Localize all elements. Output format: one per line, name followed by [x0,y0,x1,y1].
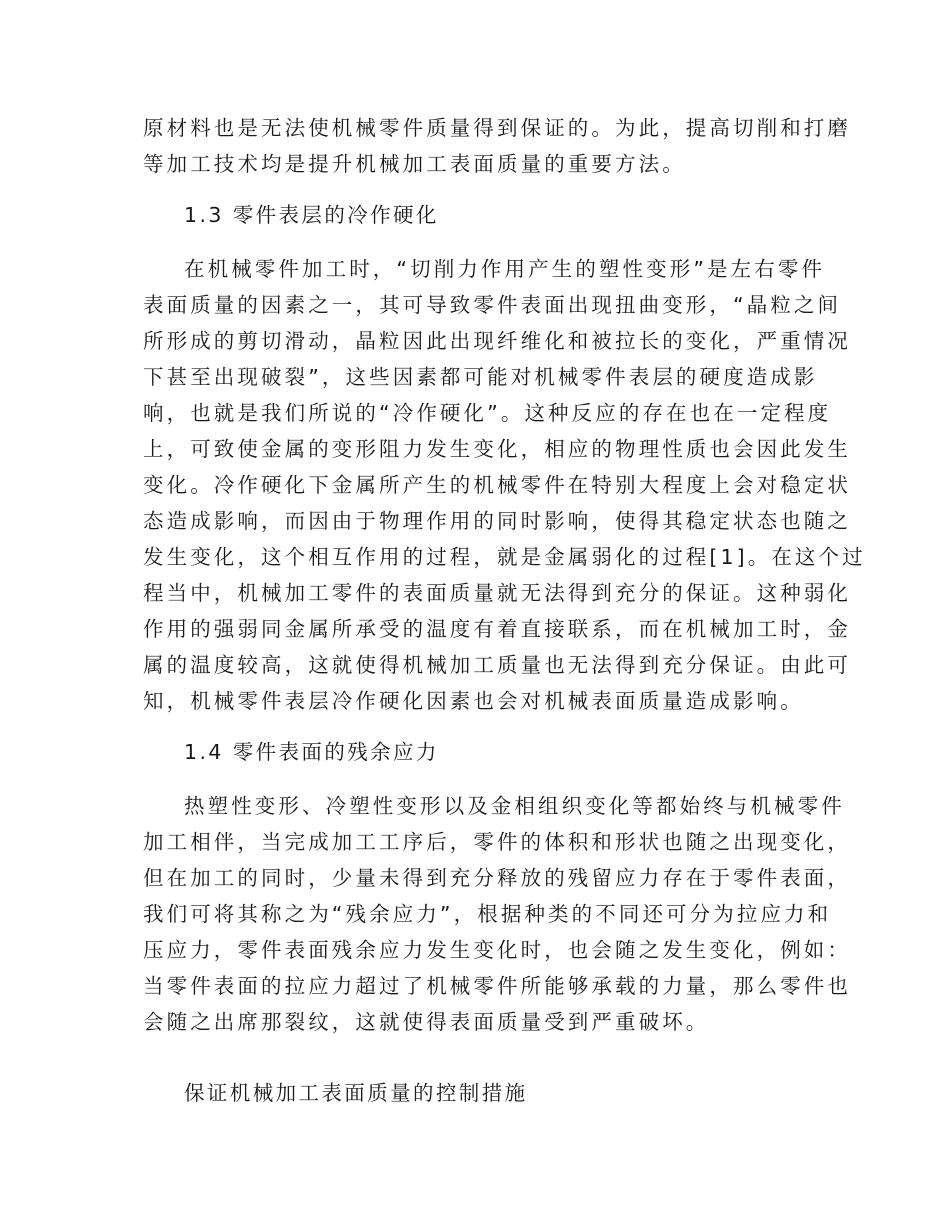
paragraph-line: 但在加工的同时，少量未得到充分释放的残留应力存在于零件表面， [143,866,851,890]
paragraph-line: 属的温度较高，这就使得机械加工质量也无法得到充分保证。由此可 [143,653,851,677]
paragraph-line: 上，可致使金属的变形阻力发生变化，相应的物理性质也会因此发生 [143,437,851,461]
paragraph-line: 知，机械零件表层冷作硬化因素也会对机械表面质量造成影响。 [143,689,804,713]
section-heading-next: 保证机械加工表面质量的控制措施 [184,1081,528,1105]
paragraph-line: 我们可将其称之为“残余应力”，根据种类的不同还可分为拉应力和 [143,902,832,926]
paragraph-line: 在机械零件加工时，“切削力作用产生的塑性变形”是左右零件 [184,257,826,281]
paragraph-line: 压应力，零件表面残余应力发生变化时，也会随之发生变化，例如： [143,938,851,962]
paragraph-line: 态造成影响，而因由于物理作用的同时影响，使得其稳定状态也随之 [143,509,851,533]
paragraph-line: 热塑性变形、冷塑性变形以及金相组织变化等都始终与机械零件 [184,794,845,818]
paragraph-line: 变化。冷作硬化下金属所产生的机械零件在特别大程度上会对稳定状 [143,473,851,497]
paragraph-line: 响，也就是我们所说的“冷作硬化”。这种反应的存在也在一定程度 [143,401,832,425]
paragraph-line: 加工相伴，当完成加工工序后，零件的体积和形状也随之出现变化， [143,830,851,854]
section-heading-1-4: 1.4 零件表面的残余应力 [184,740,439,764]
paragraph-line: 发生变化，这个相互作用的过程，就是金属弱化的过程[1]。在这个过 [143,545,866,569]
paragraph-line: 会随之出席那裂纹，这就使得表面质量受到严重破坏。 [143,1010,710,1034]
paragraph-line: 表面质量的因素之一，其可导致零件表面出现扭曲变形，“晶粒之间 [143,293,842,317]
paragraph-line: 等加工技术均是提升机械加工表面质量的重要方法。 [143,152,686,176]
paragraph-line: 下甚至出现破裂”，这些因素都可能对机械零件表层的硬度造成影 [143,365,818,389]
paragraph-line: 所形成的剪切滑动，晶粒因此出现纤维化和被拉长的变化，严重情况 [143,329,851,353]
paragraph-line: 当零件表面的拉应力超过了机械零件所能够承载的力量，那么零件也 [143,974,851,998]
paragraph-line: 原材料也是无法使机械零件质量得到保证的。为此，提高切削和打磨 [143,116,851,140]
paragraph-line: 程当中，机械加工零件的表面质量就无法得到充分的保证。这种弱化 [143,581,851,605]
section-heading-1-3: 1.3 零件表层的冷作硬化 [184,203,439,227]
paragraph-line: 作用的强弱同金属所承受的温度有着直接联系，而在机械加工时，金 [143,617,851,641]
